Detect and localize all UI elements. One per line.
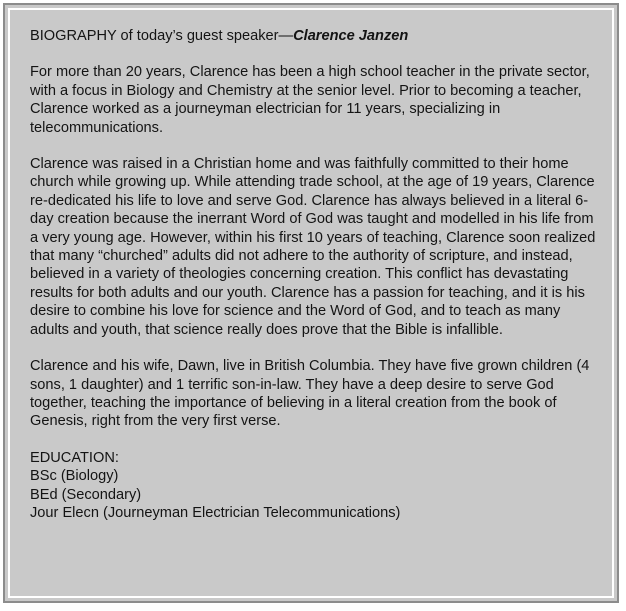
education-item: BSc (Biology) xyxy=(30,468,119,485)
paragraph-career: For more than 20 years, Clarence has been a high school teacher in the private sector, with a focus in Biology and Chemistry at the senior level. Prior to becoming a teacher, Clarence worked as a journeyman electrician for 11 years, specializing in telecommunications. xyxy=(30,64,590,136)
education-section xyxy=(30,449,596,523)
heading-label: BIOGRAPHY of today’s guest speaker— xyxy=(30,28,294,44)
education-item: BEd (Secondary) xyxy=(30,486,142,503)
biography-heading xyxy=(30,27,596,45)
education-item: Jour Elecn (Journeyman Electrician Telecommunications) xyxy=(30,504,401,521)
paragraph-family: Clarence and his wife, Dawn, live in British Columbia. They have five grown children (4 sons, 1 daughter) and 1 terrific son-in-law. They have a deep desire to serve God together, teaching the importance of believing in a literal creation from the book of Genesis, right from the very first verse. xyxy=(30,358,590,430)
biography-box xyxy=(3,3,619,603)
speaker-name: Clarence Janzen xyxy=(293,28,409,44)
education-title: EDUCATION: xyxy=(30,449,119,466)
paragraph-faith: Clarence was raised in a Christian home and was faithfully committed to their home church while growing up. While attending trade school, at the age of 19 years, Clarence re-dedicated his life to love and serve God. Clarence has always believed in a literal 6-day creation because the inerrant Word of God was taught and modelled in his life from a very young age. However, within his first 10 years of teaching, Clarence soon realized that many “churched” adults did not adhere to the authority of scripture, and instead, believed in a variety of theologies concerning creation. This conflict has devastating results for both adults and our youth. Clarence has a passion for teaching, and it is his desire to combine his love for science and the Word of God, and to teach as many adults and youth, that science really does prove that the Bible is infallible. xyxy=(30,156,596,338)
biography-content xyxy=(8,8,614,598)
